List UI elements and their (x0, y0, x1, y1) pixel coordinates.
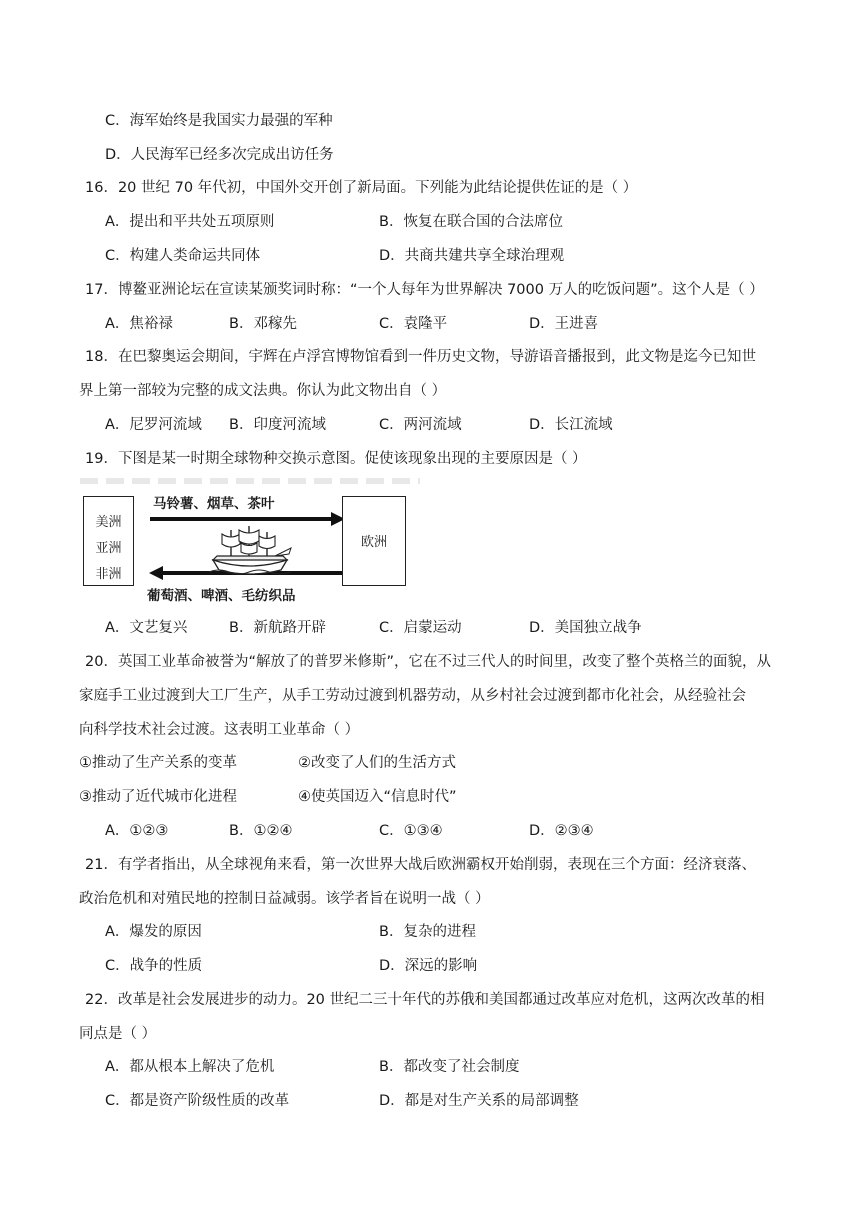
q18-stem-line2: 界上第一部较为完整的成文法典。你认为此文物出自（ ） (79, 383, 447, 399)
q22-option-c: C．都是资产阶级性质的改革 (105, 1093, 290, 1109)
label-americas: 美洲 (95, 515, 122, 530)
q22-stem-line1: 22．改革是社会发展进步的动力。20 世纪二三十年代的苏俄和美国都通过改革应对危机，这两次改革的相 (85, 992, 765, 1008)
europe-box (342, 496, 406, 586)
q20-option-c: C．①③④ (379, 823, 443, 839)
q21-stem-line1: 21．有学者指出，从全球视角来看，第一次世界大战后欧洲霸权开始削弱，表现在三个方面：经济衰落、 (85, 857, 756, 873)
label-asia: 亚洲 (95, 541, 122, 556)
q20-stem-line3: 向科学技术社会过渡。这表明工业革命（ ） (79, 722, 360, 738)
q19-option-c: C．启蒙运动 (379, 620, 462, 636)
q22-option-b: B．都改变了社会制度 (379, 1059, 520, 1075)
top-arrow-label: 马铃薯、烟草、茶叶 (153, 496, 275, 512)
q16-stem: 16．20 世纪 70 年代初，中国外交开创了新局面。下列能为此结论提供佐证的是（ ） (85, 180, 638, 196)
q17-option-c: C．袁隆平 (379, 316, 448, 332)
q21-option-c: C．战争的性质 (105, 958, 203, 974)
q20-stem-line2: 家庭手工业过渡到大工厂生产，从手工劳动过渡到机器劳动，从乡村社会过渡到都市化社会，从经验社会 (79, 688, 746, 704)
q15-option-c: C．海军始终是我国实力最强的军种 (105, 113, 333, 129)
q16-option-b: B．恢复在联合国的合法席位 (379, 214, 563, 230)
q18-stem-line1: 18．在巴黎奥运会期间，宇辉在卢浮宫博物馆看到一件历史文物，导游语音播报到，此文物是迄今已知世 (85, 349, 756, 365)
q20-option-a: A．①②③ (105, 823, 169, 839)
q18-option-c: C．两河流域 (379, 417, 462, 433)
q17-option-a: A．焦裕禄 (105, 316, 173, 332)
q16-option-d: D．共商共建共享全球治理观 (379, 248, 565, 264)
q20-option-b: B．①②④ (229, 823, 293, 839)
q20-option-d: D．②③④ (529, 823, 594, 839)
q18-option-b: B．印度河流域 (229, 417, 326, 433)
q22-option-a: A．都从根本上解决了危机 (105, 1059, 275, 1075)
label-europe: 欧洲 (360, 535, 387, 550)
q21-stem-line2: 政治危机和对殖民地的控制日益减弱。该学者旨在说明一战（ ） (79, 891, 490, 907)
q15-option-d: D．人民海军已经多次完成出访任务 (105, 147, 334, 163)
q20-item-2: ②改变了人们的生活方式 (298, 755, 456, 771)
species-exchange-diagram (83, 486, 413, 604)
americas-asia-africa-box (83, 496, 134, 586)
q19-option-b: B．新航路开辟 (229, 620, 326, 636)
sailing-ship-icon (209, 526, 291, 574)
q21-option-b: B．复杂的进程 (379, 924, 476, 940)
label-africa: 非洲 (95, 567, 122, 582)
scan-artifact (80, 478, 420, 484)
q17-option-b: B．邓稼先 (229, 316, 297, 332)
q22-option-d: D．都是对生产关系的局部调整 (379, 1093, 579, 1109)
q18-option-a: A．尼罗河流域 (105, 417, 202, 433)
q19-option-d: D．美国独立战争 (529, 620, 642, 636)
q20-item-4: ④使英国迈入“信息时代” (298, 789, 457, 805)
q18-option-d: D．长江流域 (529, 417, 613, 433)
q19-option-a: A．文艺复兴 (105, 620, 188, 636)
bottom-arrow-label: 葡萄酒、啤酒、毛纺织品 (147, 588, 296, 604)
q21-option-d: D．深远的影响 (379, 958, 478, 974)
q20-item-3: ③推动了近代城市化进程 (79, 789, 237, 805)
q22-stem-line2: 同点是（ ） (79, 1026, 157, 1042)
q17-stem: 17．博鳌亚洲论坛在宣读某颁奖词时称：“一个人每年为世界解决 7000 万人的吃饭问题”。这个人是（ ） (85, 282, 764, 298)
q20-item-1: ①推动了生产关系的变革 (79, 755, 237, 771)
q21-option-a: A．爆发的原因 (105, 924, 202, 940)
q19-stem: 19．下图是某一时期全球物种交换示意图。促使该现象出现的主要原因是（ ） (85, 451, 587, 467)
q16-option-a: A．提出和平共处五项原则 (105, 214, 275, 230)
q17-option-d: D．王进喜 (529, 316, 599, 332)
q16-option-c: C．构建人类命运共同体 (105, 248, 261, 264)
q20-stem-line1: 20．英国工业革命被誉为“解放了的普罗米修斯”，它在不过三代人的时间里，改变了整个英格兰的面貌，从 (85, 654, 771, 670)
